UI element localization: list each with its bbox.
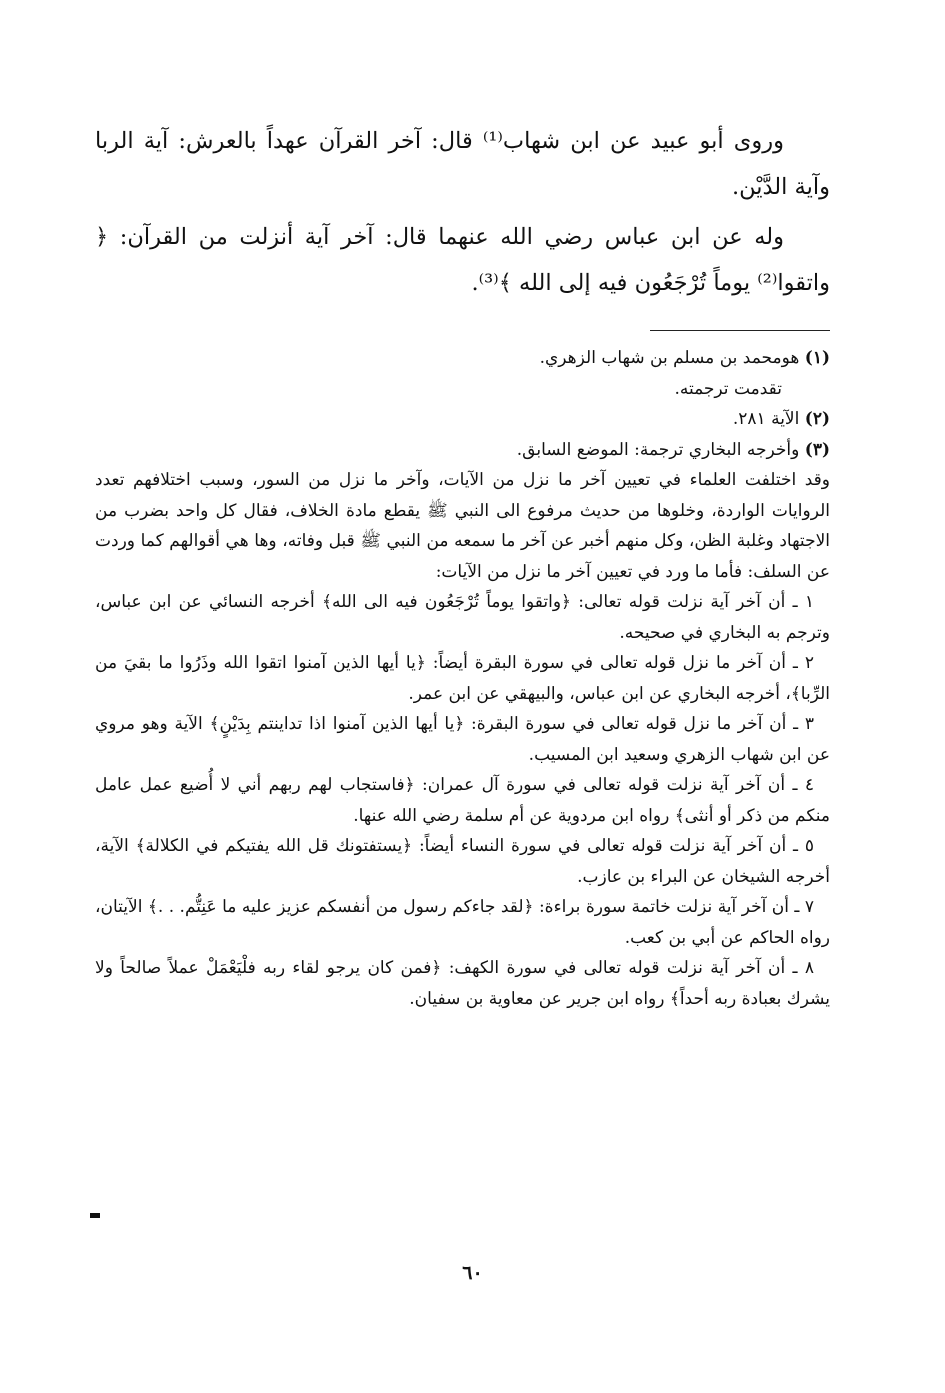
footnotes-section <box>95 343 830 1014</box>
footnote-1-mark: (١) <box>804 348 830 368</box>
page-number: ٦٠ <box>462 1262 483 1284</box>
footnote-1-continuation: تقدمت ترجمته. <box>674 378 782 399</box>
list-item: ٤ ـ أن آخر آية نزلت قوله تعالى في سورة آل عمران: ﴿فاستجاب لهم ربهم أني لا أُضيع عمل عامل منكم من ذكر أو أنثى﴾ رواه ابن مردوية عن أم سلمة رضي الله عنها. <box>95 775 830 826</box>
main-text <box>95 118 830 306</box>
footnote-3-text: وأخرجه البخاري ترجمة: الموضع السابق. <box>516 439 800 460</box>
footnote-2 <box>95 404 830 435</box>
main-paragraph-2: وله عن ابن عباس رضي الله عنهما قال: آخر آية أنزلت من القرآن: ﴿ واتقوا⁽²⁾ يوماً تُرْجَعُون فيه إلى الله ﴾⁽³⁾. <box>95 224 830 296</box>
footnote-1 <box>95 343 830 374</box>
list-item: ٥ ـ أن آخر آية نزلت قوله تعالى في سورة النساء أيضاً: ﴿يستفتونك قل الله يفتيكم في الكلالة﴾ الآية، أخرجه الشيخان عن البراء بن عازب. <box>95 836 830 887</box>
footnote-3-mark: (٣) <box>804 439 830 460</box>
list-item: ٢ ـ أن آخر ما نزل قوله تعالى في سورة البقرة أيضاً: ﴿يا أيها الذين آمنوا اتقوا الله وذَرُوا ما بقيَ من الرِّبا﴾، أخرجه البخاري عن ابن عباس، والبيهقي عن ابن عمر. <box>95 653 830 704</box>
notes-intro: وقد اختلفت العلماء في تعيين آخر ما نزل من الآيات، وآخر ما نزل من السور، وسبب اختلافهم تعدد الروايات الواردة، وخلوها من حديث مرفوع الى النبي ﷺ يقطع مادة الخلاف، فقال كل واحد بضرب من الاجتهاد وغلبة الظن، وكل منهم أخبر عن آخر ما سمعه من النبي ﷺ قبل وفاته، وها هي أقوالهم كما وردت عن السلف: فأما ما ورد في تعيين آخر ما نزل من الآيات: <box>95 470 830 582</box>
footnote-2-mark: (٢) <box>804 409 830 429</box>
list-item: ١ ـ أن آخر آية نزلت قوله تعالى: ﴿واتقوا يوماً تُرْجَعُون فيه الى الله﴾ أخرجه النسائي عن ابن عباس، وترجم به البخاري في صحيحه. <box>95 592 830 643</box>
footnote-3 <box>95 435 830 466</box>
footnote-1-text: هومحمد بن مسلم بن شهاب الزهري. <box>539 348 800 368</box>
footnote-2-text: الآية ٢٨١. <box>732 409 800 429</box>
list-item: ٧ ـ أن آخر آية نزلت خاتمة سورة براءة: ﴿لقد جاءكم رسول من أنفسكم عزيز عليه ما عَنِتُّم. . .﴾ الآيتان، رواه الحاكم عن أبي بن كعب. <box>95 897 830 948</box>
page-body <box>95 118 830 1014</box>
list-item: ٨ ـ أن آخر آية نزلت قوله تعالى في سورة الكهف: ﴿فمن كان يرجو لقاء ربه فلْيَعْمَلْ عملاً صالحاً ولا يشرك بعبادة ربه أحداً﴾ رواه ابن جرير عن معاوية بن سفيان. <box>95 958 830 1009</box>
main-paragraph-1: وروى أبو عبيد عن ابن شهاب⁽¹⁾ قال: آخر القرآن عهداً بالعرش: آية الربا وآية الدَّيْن. <box>95 128 830 200</box>
margin-mark <box>90 1213 100 1218</box>
footnote-separator <box>650 330 830 331</box>
list-item: ٣ ـ أن آخر ما نزل قوله تعالى في سورة البقرة: ﴿يا أيها الذين آمنوا اذا تداينتم بِدَيْنٍ﴾ الآية وهو مروي عن ابن شهاب الزهري وسعيد ابن المسيب. <box>95 714 830 765</box>
